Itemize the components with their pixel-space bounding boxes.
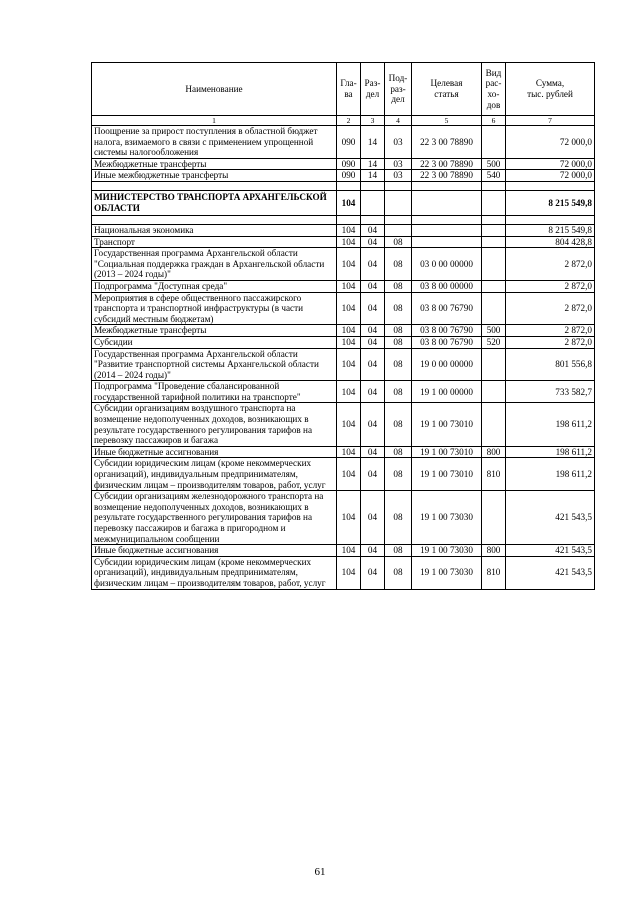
column-number: 3 [361, 116, 385, 126]
table-row [92, 545, 595, 557]
table-row [92, 336, 595, 348]
header-razdel: Раз- дел [361, 63, 385, 116]
row-vid-rashodov [482, 403, 506, 446]
row-name: Государственная программа Архангельской области "Социальная поддержка граждан в Архангельской области (2013 – 2024 годы)" [92, 248, 337, 281]
row-podrazdel: 08 [385, 381, 412, 403]
page-number: 61 [314, 866, 326, 878]
row-razdel: 04 [361, 325, 385, 337]
row-vid-rashodov: 800 [482, 446, 506, 458]
ministry-name: МИНИСТЕРСТВО ТРАНСПОРТА АРХАНГЕЛЬСКОЙ ОБЛАСТИ [92, 190, 337, 215]
row-razdel: 04 [361, 381, 385, 403]
row-vid-rashodov [482, 292, 506, 325]
column-number-row [92, 116, 595, 126]
row-summa: 2 872,0 [506, 248, 595, 281]
row-vid-rashodov [482, 190, 506, 215]
row-podrazdel: 08 [385, 556, 412, 589]
row-vid-rashodov [482, 280, 506, 292]
table-row [92, 292, 595, 325]
row-name: Субсидии [92, 336, 337, 348]
header-tselevaya-statya: Целевая статья [412, 63, 482, 116]
row-razdel: 14 [361, 158, 385, 170]
row-podrazdel: 08 [385, 236, 412, 248]
row-name: Субсидии организациям воздушного транспорта на возмещение недополученных доходов, возникающих в результате государственного регулирования тарифов на перевозку пассажиров и багажа [92, 403, 337, 446]
row-razdel: 04 [361, 248, 385, 281]
row-glava: 090 [337, 158, 361, 170]
row-glava: 104 [337, 190, 361, 215]
row-summa: 72 000,0 [506, 170, 595, 182]
row-tselevaya-statya: 03 8 00 76790 [412, 325, 482, 337]
row-glava: 104 [337, 325, 361, 337]
row-podrazdel: 03 [385, 170, 412, 182]
row-name: Транспорт [92, 236, 337, 248]
header-vid-rashodov: Вид рас- хо- дов [482, 63, 506, 116]
row-name: Национальная экономика [92, 224, 337, 236]
row-glava: 104 [337, 280, 361, 292]
row-glava: 104 [337, 292, 361, 325]
row-razdel: 04 [361, 556, 385, 589]
row-summa: 8 215 549,8 [506, 224, 595, 236]
row-tselevaya-statya: 22 3 00 78890 [412, 170, 482, 182]
column-number: 5 [412, 116, 482, 126]
row-glava: 104 [337, 248, 361, 281]
header-name: Наименование [92, 63, 337, 116]
row-tselevaya-statya: 19 1 00 73030 [412, 491, 482, 545]
row-vid-rashodov: 810 [482, 556, 506, 589]
row-vid-rashodov: 540 [482, 170, 506, 182]
row-vid-rashodov: 520 [482, 336, 506, 348]
row-podrazdel [385, 224, 412, 236]
row-tselevaya-statya: 19 1 00 73030 [412, 556, 482, 589]
row-tselevaya-statya: 03 8 00 76790 [412, 292, 482, 325]
row-podrazdel: 03 [385, 126, 412, 159]
column-number: 7 [506, 116, 595, 126]
row-glava: 090 [337, 126, 361, 159]
table-row [92, 224, 595, 236]
row-razdel: 04 [361, 236, 385, 248]
row-name: Межбюджетные трансферты [92, 325, 337, 337]
row-podrazdel: 08 [385, 292, 412, 325]
row-vid-rashodov [482, 348, 506, 381]
row-razdel: 04 [361, 280, 385, 292]
table-row [92, 248, 595, 281]
row-glava: 104 [337, 491, 361, 545]
row-summa: 8 215 549,8 [506, 190, 595, 215]
row-podrazdel: 08 [385, 545, 412, 557]
row-glava: 104 [337, 446, 361, 458]
table-row [92, 170, 595, 182]
row-vid-rashodov: 810 [482, 458, 506, 491]
row-summa: 198 611,2 [506, 446, 595, 458]
table-row [92, 348, 595, 381]
row-vid-rashodov [482, 248, 506, 281]
row-glava: 104 [337, 545, 361, 557]
row-name: Субсидии юридическим лицам (кроме некоммерческих организаций), индивидуальным предпринимателям, физическим лицам – производителям товаров, работ, услуг [92, 458, 337, 491]
row-podrazdel: 08 [385, 403, 412, 446]
table-row [92, 325, 595, 337]
row-tselevaya-statya [412, 190, 482, 215]
row-summa: 801 556,8 [506, 348, 595, 381]
row-razdel: 04 [361, 403, 385, 446]
row-tselevaya-statya: 19 1 00 00000 [412, 381, 482, 403]
row-summa: 421 543,5 [506, 545, 595, 557]
row-razdel: 04 [361, 224, 385, 236]
row-name: Иные бюджетные ассигнования [92, 446, 337, 458]
spacer-row [92, 215, 595, 224]
header-glava: Гла- ва [337, 63, 361, 116]
row-name: Субсидии юридическим лицам (кроме некоммерческих организаций), индивидуальным предпринимателям, физическим лицам – производителям товаров, работ, услуг [92, 556, 337, 589]
row-glava: 104 [337, 381, 361, 403]
row-vid-rashodov [482, 381, 506, 403]
row-glava: 104 [337, 403, 361, 446]
column-number: 1 [92, 116, 337, 126]
row-summa: 72 000,0 [506, 158, 595, 170]
row-vid-rashodov [482, 236, 506, 248]
row-tselevaya-statya: 22 3 00 78890 [412, 158, 482, 170]
row-tselevaya-statya: 19 1 00 73010 [412, 458, 482, 491]
table-row [92, 381, 595, 403]
row-vid-rashodov: 500 [482, 158, 506, 170]
row-name: Подпрограмма "Доступная среда" [92, 280, 337, 292]
row-razdel: 04 [361, 545, 385, 557]
row-razdel: 04 [361, 446, 385, 458]
row-summa: 198 611,2 [506, 403, 595, 446]
spacer-row [92, 181, 595, 190]
row-summa: 421 543,5 [506, 491, 595, 545]
row-glava: 104 [337, 224, 361, 236]
row-podrazdel: 03 [385, 158, 412, 170]
row-summa: 2 872,0 [506, 336, 595, 348]
row-razdel: 04 [361, 336, 385, 348]
ministry-row [92, 190, 595, 215]
row-summa: 72 000,0 [506, 126, 595, 159]
row-vid-rashodov: 500 [482, 325, 506, 337]
table-row [92, 236, 595, 248]
row-podrazdel: 08 [385, 446, 412, 458]
row-tselevaya-statya: 03 8 00 00000 [412, 280, 482, 292]
row-glava: 104 [337, 458, 361, 491]
row-podrazdel: 08 [385, 325, 412, 337]
table-row [92, 280, 595, 292]
row-razdel: 04 [361, 491, 385, 545]
table-row [92, 446, 595, 458]
row-glava: 104 [337, 236, 361, 248]
row-summa: 198 611,2 [506, 458, 595, 491]
row-tselevaya-statya [412, 224, 482, 236]
row-vid-rashodov [482, 126, 506, 159]
row-tselevaya-statya: 19 1 00 73010 [412, 403, 482, 446]
row-podrazdel: 08 [385, 248, 412, 281]
row-tselevaya-statya: 19 1 00 73030 [412, 545, 482, 557]
row-name: Иные бюджетные ассигнования [92, 545, 337, 557]
row-razdel: 04 [361, 292, 385, 325]
row-podrazdel: 08 [385, 458, 412, 491]
header-summa: Сумма, тыс. рублей [506, 63, 595, 116]
row-name: Иные межбюджетные трансферты [92, 170, 337, 182]
header-row [92, 63, 595, 116]
row-name: Поощрение за прирост поступления в областной бюджет налога, взимаемого в связи с применением упрощенной системы налогообложения [92, 126, 337, 159]
row-podrazdel: 08 [385, 336, 412, 348]
row-tselevaya-statya: 03 0 00 00000 [412, 248, 482, 281]
row-summa: 421 543,5 [506, 556, 595, 589]
row-summa: 2 872,0 [506, 292, 595, 325]
row-podrazdel: 08 [385, 348, 412, 381]
row-glava: 090 [337, 170, 361, 182]
row-summa: 733 582,7 [506, 381, 595, 403]
row-summa: 804 428,8 [506, 236, 595, 248]
row-tselevaya-statya [412, 236, 482, 248]
row-name: Субсидии организациям железнодорожного транспорта на возмещение недополученных доходов, возникающих в результате государственного регулирования тарифов на перевозку пассажиров и багажа в пригородном и межмуниципальном сообщении [92, 491, 337, 545]
column-number: 6 [482, 116, 506, 126]
row-glava: 104 [337, 336, 361, 348]
row-podrazdel [385, 190, 412, 215]
row-tselevaya-statya: 22 3 00 78890 [412, 126, 482, 159]
table-row [92, 158, 595, 170]
row-tselevaya-statya: 19 0 00 00000 [412, 348, 482, 381]
table-row [92, 126, 595, 159]
row-podrazdel: 08 [385, 280, 412, 292]
row-name: Межбюджетные трансферты [92, 158, 337, 170]
row-name: Мероприятия в сфере общественного пассажирского транспорта и транспортной инфраструктуры (в части субсидий местным бюджетам) [92, 292, 337, 325]
row-summa: 2 872,0 [506, 325, 595, 337]
row-vid-rashodov [482, 224, 506, 236]
budget-table [91, 62, 595, 590]
header-podrazdel: Под- раз- дел [385, 63, 412, 116]
row-glava: 104 [337, 556, 361, 589]
table-row [92, 491, 595, 545]
row-razdel: 04 [361, 348, 385, 381]
table-row [92, 556, 595, 589]
row-tselevaya-statya: 19 1 00 73010 [412, 446, 482, 458]
row-razdel: 14 [361, 170, 385, 182]
row-razdel: 04 [361, 458, 385, 491]
table-row [92, 403, 595, 446]
row-razdel: 14 [361, 126, 385, 159]
row-glava: 104 [337, 348, 361, 381]
column-number: 4 [385, 116, 412, 126]
row-vid-rashodov: 800 [482, 545, 506, 557]
row-name: Государственная программа Архангельской области "Развитие транспортной системы Архангельской области (2014 – 2024 годы)" [92, 348, 337, 381]
row-tselevaya-statya: 03 8 00 76790 [412, 336, 482, 348]
table-row [92, 458, 595, 491]
row-summa: 2 872,0 [506, 280, 595, 292]
column-number: 2 [337, 116, 361, 126]
row-podrazdel: 08 [385, 491, 412, 545]
row-name: Подпрограмма "Проведение сбалансированной государственной тарифной политики на транспорте" [92, 381, 337, 403]
row-razdel [361, 190, 385, 215]
row-vid-rashodov [482, 491, 506, 545]
